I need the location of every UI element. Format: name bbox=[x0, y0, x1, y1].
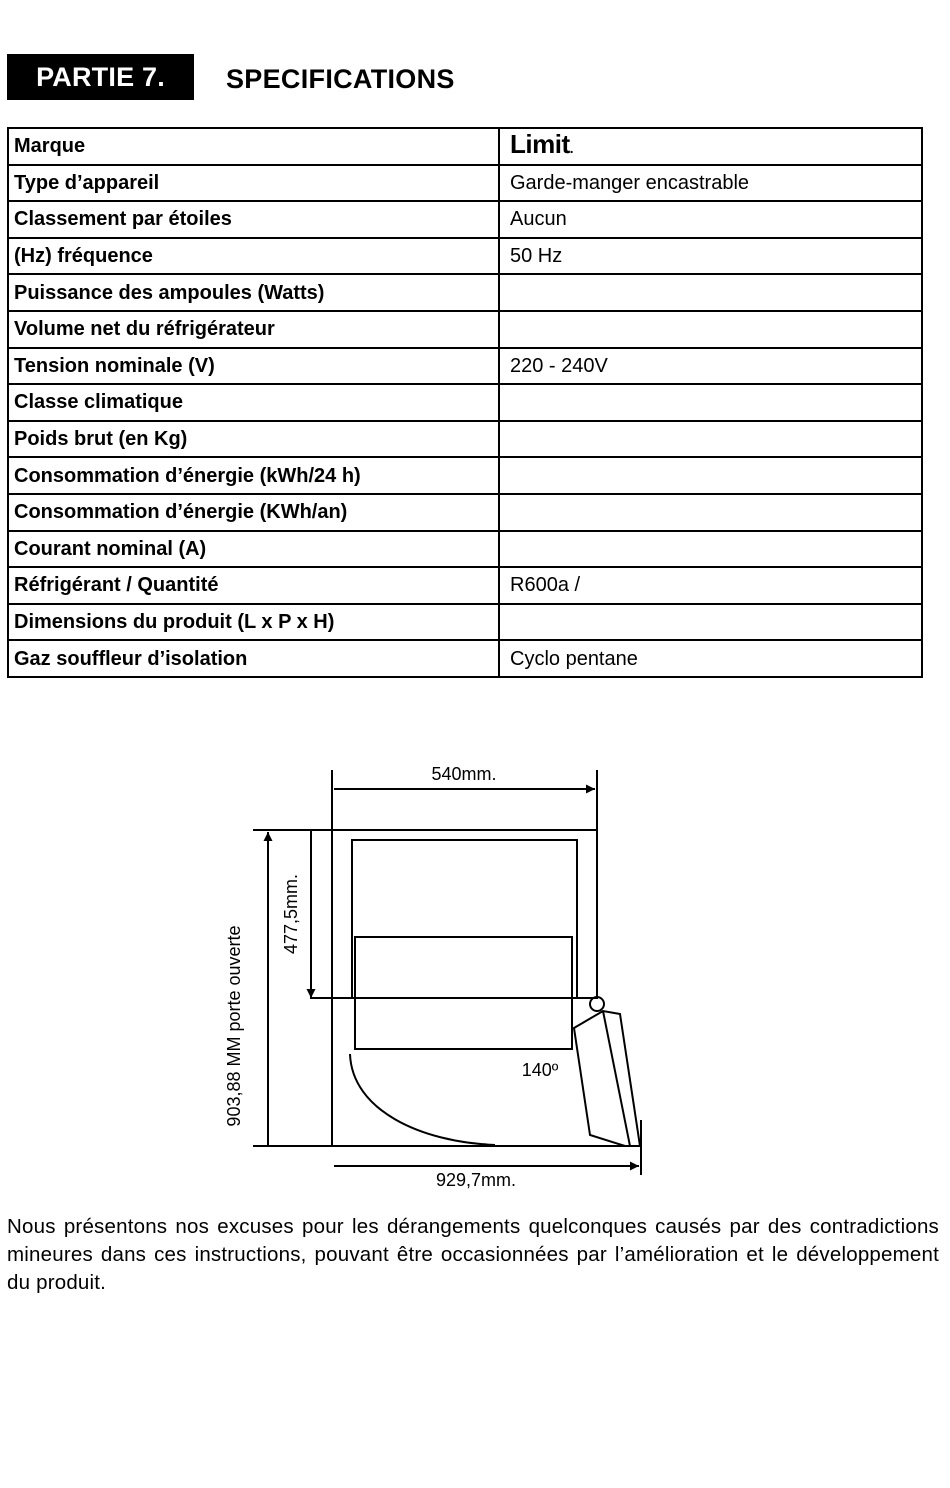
spec-label: Réfrigérant / Quantité bbox=[8, 567, 499, 604]
spec-label: Gaz souffleur d’isolation bbox=[8, 640, 499, 677]
table-row bbox=[8, 238, 922, 275]
open-depth-label: 903,88 MM porte ouverte bbox=[224, 925, 244, 1127]
table-row bbox=[8, 604, 922, 641]
spec-label: Classement par étoiles bbox=[8, 201, 499, 238]
spec-value: 50 Hz bbox=[499, 238, 922, 275]
drawer bbox=[355, 937, 572, 1049]
specifications-table bbox=[7, 127, 923, 678]
door-swing-arc bbox=[350, 1054, 495, 1145]
spec-value: R600a / bbox=[499, 567, 922, 604]
hinge bbox=[590, 997, 604, 1011]
brand-logo-dot: . bbox=[569, 140, 573, 157]
spec-label: Consommation d’énergie (KWh/an) bbox=[8, 494, 499, 531]
spec-value: Garde-manger encastrable bbox=[499, 165, 922, 202]
spec-value bbox=[499, 494, 922, 531]
spec-label: Type d’appareil bbox=[8, 165, 499, 202]
table-row bbox=[8, 274, 922, 311]
door-inner-edge bbox=[603, 1011, 630, 1146]
spec-value: Cyclo pentane bbox=[499, 640, 922, 677]
table-row bbox=[8, 311, 922, 348]
total-width-label: 929,7mm. bbox=[435, 1170, 517, 1190]
table-row bbox=[8, 384, 922, 421]
section-title: SPECIFICATIONS bbox=[226, 64, 455, 94]
spec-value bbox=[499, 421, 922, 458]
inner-liner bbox=[352, 840, 577, 998]
section-header bbox=[7, 54, 607, 100]
spec-value bbox=[499, 384, 922, 421]
table-row bbox=[8, 640, 922, 677]
table-row bbox=[8, 201, 922, 238]
spec-label: Dimensions du produit (L x P x H) bbox=[8, 604, 499, 641]
spec-value bbox=[499, 274, 922, 311]
spec-value: 220 - 240V bbox=[499, 348, 922, 385]
width-label: 540mm. bbox=[431, 764, 497, 784]
table-row bbox=[8, 494, 922, 531]
spec-label: Volume net du réfrigérateur bbox=[8, 311, 499, 348]
cabinet-outline bbox=[332, 830, 597, 998]
spec-label: Puissance des ampoules (Watts) bbox=[8, 274, 499, 311]
spec-label: Classe climatique bbox=[8, 384, 499, 421]
spec-value bbox=[499, 531, 922, 568]
angle-label: 140º bbox=[521, 1060, 559, 1080]
table-row bbox=[8, 128, 922, 165]
table-row bbox=[8, 531, 922, 568]
dimension-diagram-svg bbox=[215, 755, 655, 1195]
depth-label: 477,5mm. bbox=[281, 873, 301, 955]
spec-value bbox=[499, 457, 922, 494]
part-badge: PARTIE 7. bbox=[7, 54, 194, 100]
spec-label: (Hz) fréquence bbox=[8, 238, 499, 275]
brand-logo-text: Limit bbox=[510, 129, 570, 160]
spec-label: Poids brut (en Kg) bbox=[8, 421, 499, 458]
brand-logo-cell bbox=[499, 128, 922, 165]
spec-label: Courant nominal (A) bbox=[8, 531, 499, 568]
spec-value: Aucun bbox=[499, 201, 922, 238]
brand-logo bbox=[510, 129, 573, 159]
spec-value bbox=[499, 604, 922, 641]
spec-label: Consommation d’énergie (kWh/24 h) bbox=[8, 457, 499, 494]
spec-value bbox=[499, 311, 922, 348]
spec-label: Marque bbox=[8, 128, 499, 165]
table-row bbox=[8, 421, 922, 458]
table-row bbox=[8, 165, 922, 202]
dimension-diagram bbox=[215, 755, 655, 1195]
table-row bbox=[8, 567, 922, 604]
table-row bbox=[8, 457, 922, 494]
table-row bbox=[8, 348, 922, 385]
disclaimer-note: Nous présentons nos excuses pour les dérangements quelconques causés par des contradictions mineures dans ces instructions, pouvant être occasionnées par l’amélioration et le développement du produit. bbox=[7, 1215, 939, 1294]
spec-label: Tension nominale (V) bbox=[8, 348, 499, 385]
